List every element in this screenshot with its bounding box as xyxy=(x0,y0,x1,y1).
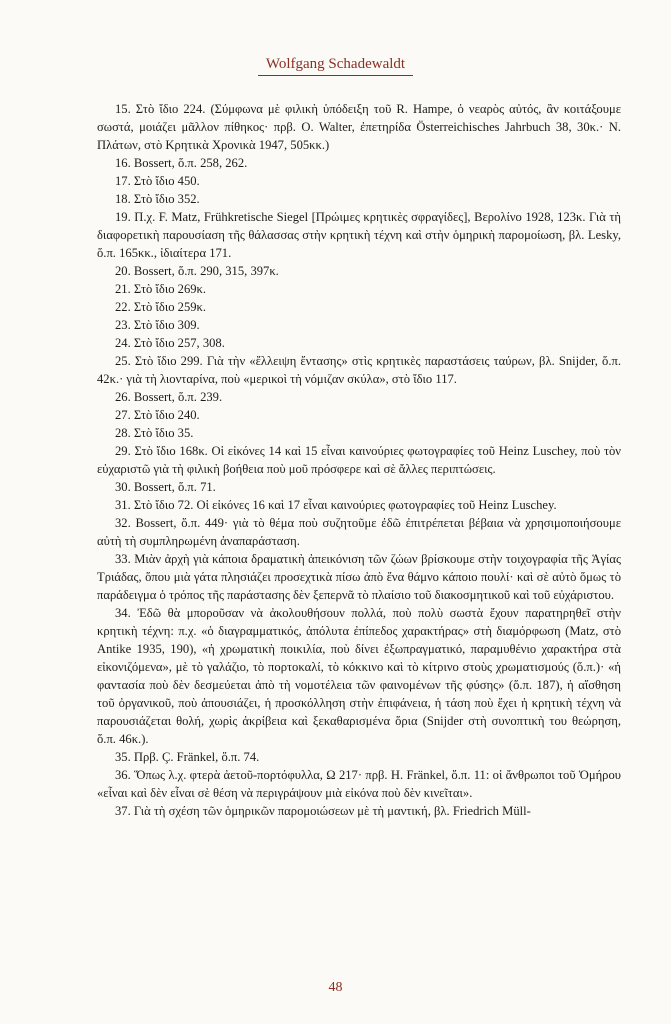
running-header xyxy=(0,55,671,76)
endnote: 18. Στὸ ἴδιο 352. xyxy=(115,192,200,206)
endnote: 23. Στὸ ἴδιο 309. xyxy=(115,318,200,332)
endnote: 16. Bossert, ὅ.π. 258, 262. xyxy=(115,156,248,170)
endnote: 27. Στὸ ἴδιο 240. xyxy=(115,408,200,422)
endnote: 34. Ἐδῶ θὰ μποροῦσαν νὰ ἀκολουθήσουν πολλά, ποὺ πολὺ σωστὰ ἔχουν παρατηρηθεῖ στὴν κρητικὴ τέχνη: π.χ. «ὁ διαγραμματικός, ἀπόλυτα ἐπίπεδος χαρακτήρας» στὴ διαμόρφωση (Matz, στὸ Antike 1935, 190), «ἡ χρωματικὴ ποικιλία, ποὺ δίνει ἐξωπραγματικό, παραμυθένιο χαρακτήρα στὰ εἰκονιζόμενα», μὲ τὸ γαλάζιο, τὸ πορτοκαλί, τὸ κόκκινο καὶ τὸ κίτρινο στοὺς χρωματισμούς (ὅ.π.)· «ἡ φαντασία ποὺ δὲν δεσμεύεται ἀπὸ τὴ νομοτέλεια τῶν φαινομένων τῆς φύσης» (ὅ.π. 187), ἡ αἴσθηση τοῦ ὀργανικοῦ, ποὺ ἀπουσιάζει, ἡ προσκόλληση στὴν ἐπιφάνεια, ἡ τάση ποὺ ἔχει ἡ κρητικὴ τέχνη νὰ παρουσιάζεται θολή, χωρὶς ἀκρίβεια καὶ ξεκαθαρισμένα ὅρια (Snijder στὴ συνοπτικὴ του θεώρηση, ὅ.π. 46κ.). xyxy=(97,606,621,746)
header-author-name: Wolfgang Schadewaldt xyxy=(258,56,413,76)
endnote: 36. Ὅπως λ.χ. φτερὰ ἀετοῦ-πορτόφυλλα, Ω 217· πρβ. H. Fränkel, ὅ.π. 11: οἱ ἄνθρωποι τοῦ Ὁμήρου «εἶναι καὶ δὲν εἶναι σὲ θέση νὰ περιγράψουν μιὰ εἰκόνα ποὺ δὲν κινεῖται». xyxy=(97,768,621,800)
endnote: 37. Γιὰ τὴ σχέση τῶν ὁμηρικῶν παρομοιώσεων μὲ τὴ μαντική, βλ. Friedrich Müll- xyxy=(115,804,531,818)
endnote: 26. Bossert, ὅ.π. 239. xyxy=(115,390,223,404)
endnote: 28. Στὸ ἴδιο 35. xyxy=(115,426,194,440)
endnote: 19. Π.χ. F. Matz, Frühkretische Siegel [Πρώιμες κρητικὲς σφραγίδες], Βερολίνο 1928, 123κ. Γιὰ τὴ διαφορετικὴ παρουσίαση τῆς θάλασσας στὴν κρητικὴ τέχνη καὶ στὴν ὁμηρικὴ παρομοίωση, βλ. Lesky, ὅ.π. 165κκ., ἰδιαίτερα 171. xyxy=(97,210,621,260)
page-number: 48 xyxy=(328,980,343,995)
endnote: 22. Στὸ ἴδιο 259κ. xyxy=(115,300,207,314)
endnote: 21. Στὸ ἴδιο 269κ. xyxy=(115,282,207,296)
endnote: 32. Bossert, ὅ.π. 449· γιὰ τὸ θέμα ποὺ συζητοῦμε ἐδῶ ἐπιτρέπεται βέβαια νὰ χρησιμοποιήσουμε αὐτὴ τὴ συμπληρωμένη ἀναπαράσταση. xyxy=(97,516,621,548)
endnote: 17. Στὸ ἴδιο 450. xyxy=(115,174,200,188)
endnote: 15. Στὸ ἴδιο 224. (Σύμφωνα μὲ φιλικὴ ὑπόδειξη τοῦ R. Hampe, ὁ νεαρὸς αὐτός, ἂν κοιτάξουμε σωστά, μοιάζει μᾶλλον πίθηκος· πρβ. O. Walter, ἐπετηρίδα Österreichisches Jahrbuch 38, 30κ.· N. Πλάτων, στὸ Κρητικὰ Χρονικὰ 1947, 505κκ.) xyxy=(97,102,621,152)
endnote: 35. Πρβ. Ç. Fränkel, ὅ.π. 74. xyxy=(115,750,260,764)
endnotes-list xyxy=(97,100,621,820)
endnote: 29. Στὸ ἴδιο 168κ. Οἱ εἰκόνες 14 καὶ 15 εἶναι καινούριες φωτογραφίες τοῦ Heinz Luschey, ποὺ τὸν εὐχαριστῶ γιὰ τὴ φιλικὴ βοήθεια ποὺ μοῦ πρόσφερε καὶ σὲ ἄλλες περιπτώσεις. xyxy=(97,444,621,476)
endnote: 24. Στὸ ἴδιο 257, 308. xyxy=(115,336,225,350)
endnote: 33. Μιὰν ἀρχὴ γιὰ κάποια δραματικὴ ἀπεικόνιση τῶν ζώων βρίσκουμε στὴν τοιχογραφία τῆς Ἁγίας Τριάδας, ὅπου μιὰ γάτα πλησιάζει προσεχτικὰ πίσω ἀπὸ ἕνα θάμνο κάποιο πουλί· καὶ σὲ αὐτὸ ὅμως τὸ παράδειγμα ὁ τρόπος τῆς παράστασης δὲν ξεπερνᾶ τὸ πλαίσιο τοῦ διακοσμητικοῦ καὶ τοῦ εὐχάριστου. xyxy=(97,552,621,602)
endnote: 20. Bossert, ὅ.π. 290, 315, 397κ. xyxy=(115,264,279,278)
endnote: 25. Στὸ ἴδιο 299. Γιὰ τὴν «ἔλλειψη ἔντασης» στὶς κρητικὲς παραστάσεις ταύρων, βλ. Snijder, ὅ.π. 42κ.· γιὰ τὴ λιονταρίνα, ποὺ «μερικοὶ τὴ νόμιζαν σκύλα», στὸ ἴδιο 117. xyxy=(97,354,621,386)
endnote: 30. Bossert, ὅ.π. 71. xyxy=(115,480,216,494)
endnote: 31. Στὸ ἴδιο 72. Οἱ εἰκόνες 16 καὶ 17 εἶναι καινούριες φωτογραφίες τοῦ Heinz Luschey. xyxy=(115,498,557,512)
